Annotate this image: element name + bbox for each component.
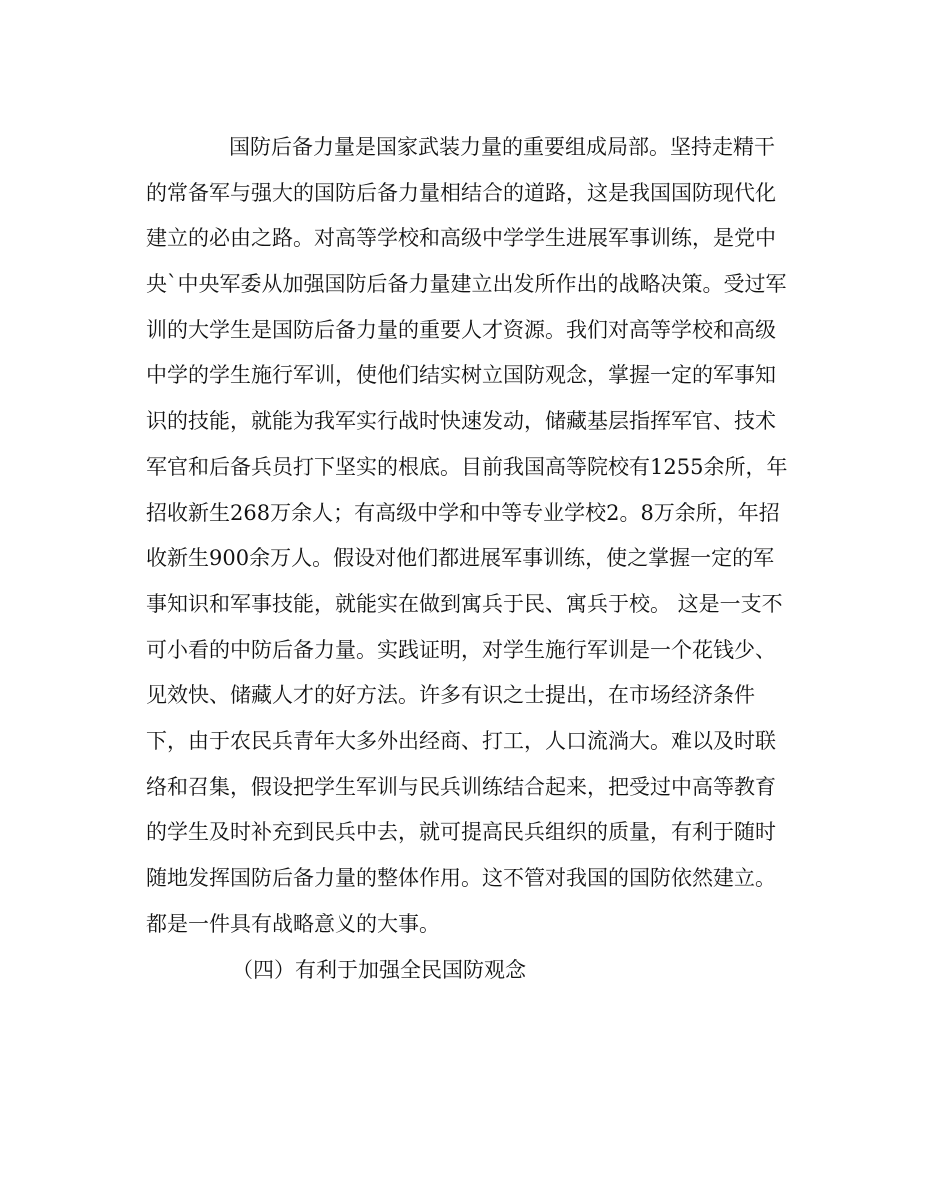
- paragraph-line-6: 中学的学生施行军训，使他们结实树立国防观念，掌握一定的军事知: [146, 363, 776, 387]
- paragraph-line-18: 都是一件具有战略意义的大事。: [146, 912, 440, 936]
- paragraph-line-4: 央`中央军委从加强国防后备力量建立出发所作出的战略决策。受过军: [146, 272, 787, 296]
- section-heading: （四）有利于加强全民国防观念: [232, 958, 526, 982]
- paragraph-line-12: 可小看的中防后备力量。实践证明，对学生施行军训是一个花钱少、: [146, 638, 776, 662]
- paragraph-line-10: 收新生900余万人。假设对他们都进展军事训练，使之掌握一定的军: [146, 546, 775, 570]
- paragraph-line-8: 军官和后备兵员打下坚实的根底。目前我国高等院校有1255余所，年: [146, 455, 788, 479]
- paragraph-line-17: 随地发挥国防后备力量的整体作用。这不管对我国的国防依然建立。: [146, 866, 776, 890]
- paragraph-line-11: 事知识和军事技能，就能实在做到寓兵于民、寓兵于校。 这是一支不: [146, 592, 783, 616]
- paragraph-line-5: 训的大学生是国防后备力量的重要人才资源。我们对高等学校和高级: [146, 318, 776, 342]
- paragraph-line-9: 招收新生268万余人；有高级中学和中等专业学校2。8万余所，年招: [146, 501, 780, 525]
- paragraph-line-16: 的学生及时补充到民兵中去，就可提高民兵组织的质量，有利于随时: [146, 820, 776, 844]
- paragraph-line-3: 建立的必由之路。对高等学校和高级中学学生进展军事训练，是党中: [146, 226, 776, 250]
- paragraph-line-7: 识的技能，就能为我军实行战时快速发动，储藏基层指挥军官、技术: [146, 409, 776, 433]
- paragraph-line-15: 络和召集，假设把学生军训与民兵训练结合起来，把受过中高等教育: [146, 775, 776, 799]
- paragraph-line-14: 下，由于农民兵青年大多外出经商、打工，人口流淌大。难以及时联: [146, 729, 776, 753]
- paragraph-line-2: 的常备军与强大的国防后备力量相结合的道路，这是我国国防现代化: [146, 181, 776, 205]
- paragraph-line-13: 见效快、储藏人才的好方法。许多有识之士提出，在市场经济条件: [146, 683, 755, 707]
- paragraph-line-1: 国防后备力量是国家武装力量的重要组成局部。坚持走精干: [229, 135, 775, 159]
